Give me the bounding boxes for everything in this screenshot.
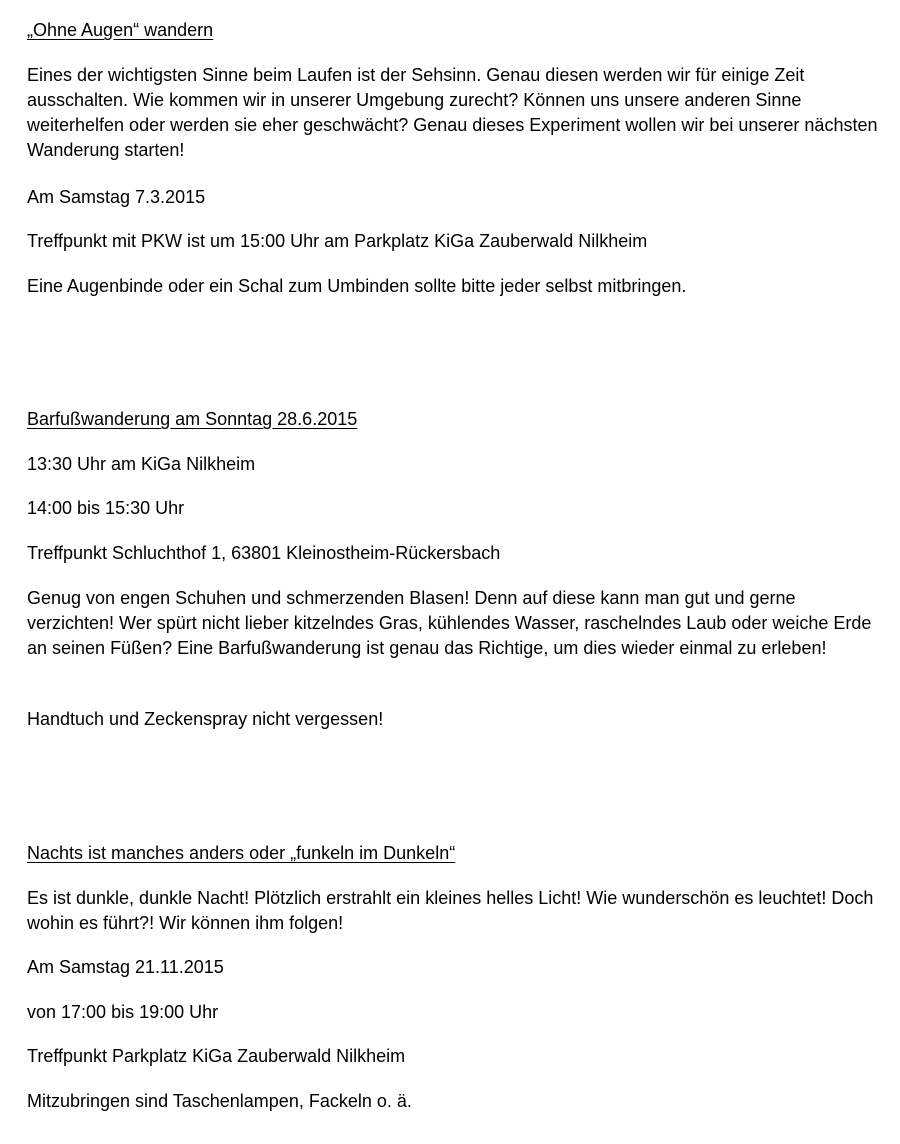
bring-items-note: Handtuch und Zeckenspray nicht vergessen! xyxy=(27,709,384,729)
section-description-text: Genug von engen Schuhen und schmerzenden Blasen! Denn auf diese kann man gut und gerne verzichten! Wer spürt nicht lieber kitzelndes Gras, kühlendes Wasser, raschelndes Laub oder weiche Erde an seinen Füßen? Eine Barfußwanderung ist genau das Richtige, um dies wieder einmal zu erleben! xyxy=(27,588,872,658)
event-time-range: von 17:00 bis 19:00 Uhr xyxy=(27,1002,219,1022)
bring-items-note: Mitzubringen sind Taschenlampen, Fackeln o. ä. xyxy=(27,1091,412,1111)
meeting-point: Treffpunkt Schluchthof 1, 63801 Kleinostheim-Rückersbach xyxy=(27,543,501,563)
section-heading-nachts: Nachts ist manches anders oder „funkeln im Dunkeln“ xyxy=(27,843,456,863)
event-date: Am Samstag 7.3.2015 xyxy=(27,187,206,207)
section-heading-ohne-augen: „Ohne Augen“ wandern xyxy=(27,20,214,40)
section-intro-text: Eines der wichtigsten Sinne beim Laufen ist der Sehsinn. Genau diesen werden wir für einige Zeit ausschalten. Wie kommen wir in unserer Umgebung zurecht? Können uns unsere anderen Sinne weiterhelfen oder werden sie eher geschwächt? Genau dieses Experiment wollen wir bei unserer nächsten Wanderung starten! xyxy=(27,65,878,160)
event-time-range: 14:00 bis 15:30 Uhr xyxy=(27,498,185,518)
event-time-start: 13:30 Uhr am KiGa Nilkheim xyxy=(27,454,256,474)
section-description-text: Es ist dunkle, dunkle Nacht! Plötzlich erstrahlt ein kleines helles Licht! Wie wunderschön es leuchtet! Doch wohin es führt?! Wir können ihm folgen! xyxy=(27,888,874,933)
meeting-point: Treffpunkt Parkplatz KiGa Zauberwald Nilkheim xyxy=(27,1046,406,1066)
event-date: Am Samstag 21.11.2015 xyxy=(27,957,224,977)
meeting-point: Treffpunkt mit PKW ist um 15:00 Uhr am Parkplatz KiGa Zauberwald Nilkheim xyxy=(27,231,648,251)
section-heading-barfusswanderung: Barfußwanderung am Sonntag 28.6.2015 xyxy=(27,409,358,429)
bring-items-note: Eine Augenbinde oder ein Schal zum Umbinden sollte bitte jeder selbst mitbringen. xyxy=(27,276,687,296)
